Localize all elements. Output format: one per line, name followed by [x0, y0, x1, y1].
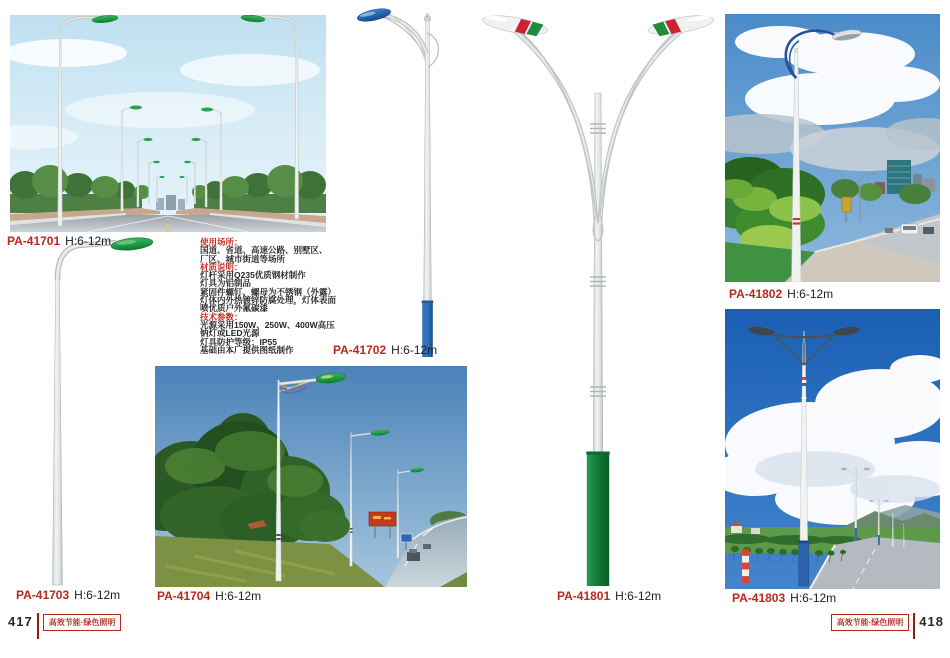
info-line: 灯体内外热镀锌防腐处理，灯体表面: [200, 295, 337, 306]
product-code: PA-41701: [7, 234, 61, 248]
page-number-right: 418: [919, 614, 944, 629]
green-lamp-head: [111, 236, 154, 252]
product-spec: H:6-12m: [65, 234, 112, 248]
info-line: 基础由本厂提供图纸制作: [200, 344, 294, 355]
info-line: 灯具防护等级：IP55: [200, 336, 277, 347]
spec-info-block: [200, 238, 370, 354]
footer-left: [8, 613, 121, 639]
product-label-pa41803: [732, 591, 836, 605]
info-line: 国道、省道、高速公路、别墅区、: [200, 245, 328, 256]
page-number-left: 417: [8, 614, 33, 629]
info-line: 厂区、城市街道等场所: [200, 253, 286, 264]
info-line: 灯具为铝制品: [200, 278, 252, 289]
blue-base-lip: [422, 301, 434, 304]
pa41704-photo: [155, 366, 467, 587]
avenue-scene: [10, 15, 326, 232]
product-label-pa41802: [729, 287, 833, 301]
product-code: PA-41801: [557, 589, 611, 603]
product-label-pa41701: [7, 234, 111, 248]
footer-slogan-left: 高效节能·绿色照明: [43, 614, 122, 631]
pa41801-render: [480, 5, 720, 588]
info-line: 光源采用150W、250W、400W高压: [200, 319, 335, 330]
info-line: 紧固件螺钉、螺母为不锈钢（外露）: [200, 286, 337, 297]
street-scene: [725, 14, 940, 282]
product-code: PA-41703: [16, 588, 70, 602]
product-spec: H:6-12m: [215, 589, 262, 603]
info-line: 灯杆采用Q235优质钢材制作: [200, 270, 306, 281]
blue-lamp-head: [356, 6, 391, 23]
info-heading-material: 材质说明：: [200, 261, 243, 272]
product-spec: H:6-12m: [790, 591, 837, 605]
striped-lamp-head-right: [647, 12, 715, 38]
product-code: PA-41702: [333, 343, 387, 357]
info-heading-technical: 技术参数：: [200, 311, 243, 322]
highway-scene: [155, 366, 467, 587]
pa41701-photo: [10, 15, 326, 232]
product-spec: H:6-12m: [787, 287, 834, 301]
info-heading-usage: 使用场所：: [200, 237, 243, 247]
road-scene: [725, 309, 940, 589]
info-line: 钠灯或LED光源: [200, 328, 260, 339]
pa41803-photo: [725, 309, 940, 589]
product-code: PA-41802: [729, 287, 783, 301]
striped-lamp-head-left: [481, 12, 549, 38]
striped-bollard: [742, 549, 749, 583]
product-label-pa41704: [157, 589, 261, 603]
green-base-lip: [586, 452, 609, 455]
double-arm-pole: [480, 5, 720, 588]
product-code: PA-41803: [732, 591, 786, 605]
footer-right: [831, 613, 944, 639]
product-spec: H:6-12m: [615, 589, 662, 603]
product-spec: H:6-12m: [391, 343, 438, 357]
info-line: 喷优质户外氟碳漆: [200, 303, 269, 314]
product-spec: H:6-12m: [74, 588, 121, 602]
footer-divider: [913, 613, 915, 639]
product-label-pa41801: [557, 589, 661, 603]
green-base: [587, 455, 609, 587]
product-code: PA-41704: [157, 589, 211, 603]
footer-slogan-right: 高效节能·绿色照明: [831, 614, 910, 631]
product-label-pa41703: [16, 588, 120, 602]
footer-divider: [37, 613, 39, 639]
pa41802-photo: [725, 14, 940, 282]
